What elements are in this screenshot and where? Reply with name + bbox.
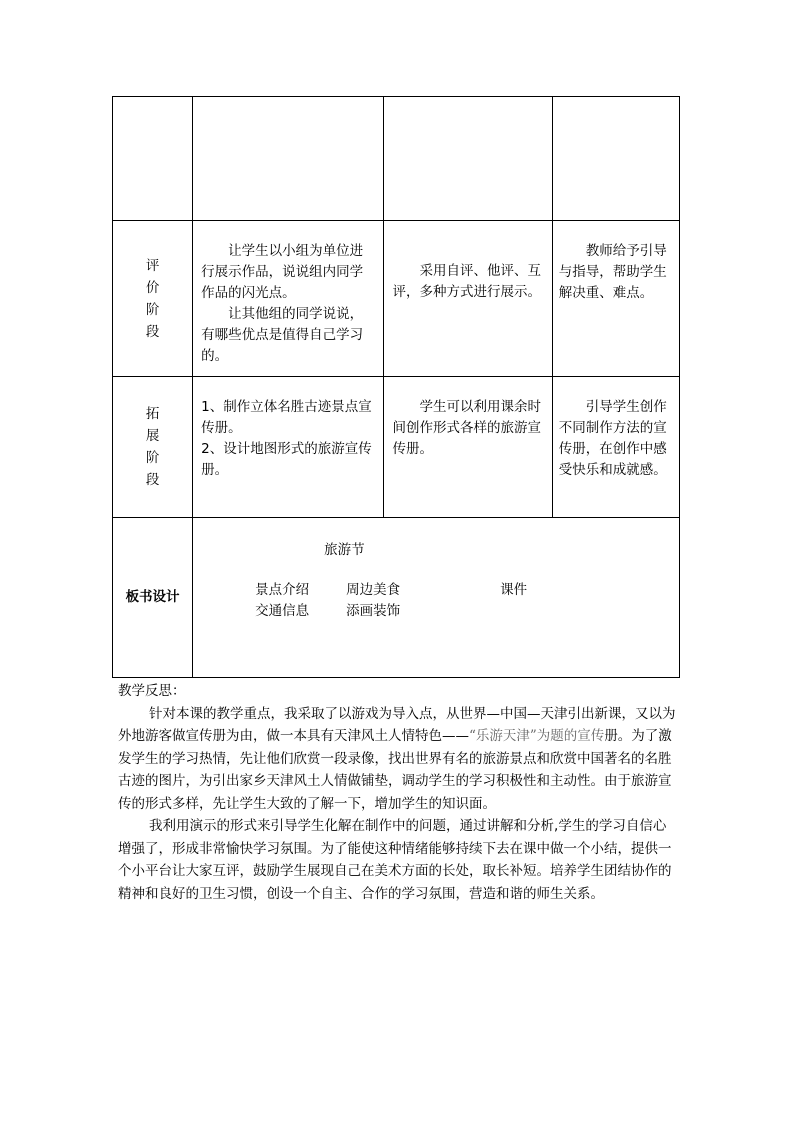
- stage-label-extension: 拓 展 阶 段: [113, 377, 193, 517]
- student-activity-cell: [384, 377, 552, 517]
- board-item: 周边美食: [346, 581, 401, 598]
- quoted-title: “乐游天津”为题的宣传: [469, 728, 605, 744]
- table-cell: [552, 97, 679, 221]
- teacher-text: 教师给予引导与指导，帮助学生解决重、难点。: [558, 243, 667, 302]
- teaching-content-cell: [193, 221, 384, 377]
- reflection-paragraph: 针对本课的教学重点，我采取了以游戏为导入点，从世界—中国—天津引出新课，又以为外地游客做宣传册为由，做一本具有天津风土人情特色——“乐游天津”为题的宣传册。为了激发学生的学习热情，先让他们欣赏一段录像，找出世界有名的旅游景点和欣赏中国著名的名胜古迹的图片，为引出家乡天津风土人情做铺垫，调动学生的学习积极性和主动性。由于旅游宣传的形式多样，先让学生大致的了解一下，增加学生的知识面。: [118, 705, 676, 812]
- student-activity-cell: [384, 221, 552, 377]
- board-design-label: 板书设计: [113, 517, 193, 677]
- lesson-plan-table: [112, 96, 680, 678]
- table-row: [113, 97, 680, 221]
- table-cell: [193, 97, 384, 221]
- table-row: [113, 221, 680, 377]
- reflection-paragraph: 我利用演示的形式来引导学生化解在制作中的问题，通过讲解和分析,学生的学习自信心增强了，形成非常愉快学习氛围。为了能使这种情绪能够持续下去在课中做一个小结，提供一个小平台让大家互评，鼓励学生展现自己在美术方面的长处，取长补短。培养学生团结协作的精神和良好的卫生习惯，创设一个自主、合作的学习氛围，营造和谐的师生关系。: [118, 818, 672, 902]
- board-item: 景点介绍: [255, 581, 310, 598]
- teaching-reflection: [118, 680, 678, 905]
- teacher-activity-cell: [552, 377, 679, 517]
- student-text: 采用自评、他评、互评，多种方式进行展示。: [392, 263, 541, 301]
- table-cell: [113, 97, 193, 221]
- board-design-content: [193, 517, 680, 677]
- content-text: 让其他组的同学说说，有哪些优点是值得自己学习的。: [201, 306, 364, 365]
- teaching-content-cell: [193, 377, 384, 517]
- teacher-text: 引导学生创作不同制作方法的宣传册，在创作中感受快乐和成就感。: [558, 399, 667, 479]
- stage-label-evaluation: 评 价 阶 段: [113, 221, 193, 377]
- content-text: 1、制作立体名胜古迹景点宣传册。: [201, 399, 372, 437]
- board-item: 交通信息: [255, 602, 310, 619]
- teacher-activity-cell: [552, 221, 679, 377]
- board-item: 添画装饰: [346, 602, 401, 619]
- content-text: 2、设计地图形式的旅游宣传册。: [201, 441, 372, 479]
- content-text: 让学生以小组为单位进行展示作品，说说组内同学作品的闪光点。: [201, 243, 364, 302]
- table-row: [113, 517, 680, 677]
- board-title: 旅游节: [324, 541, 365, 558]
- board-item: 课件: [500, 581, 528, 598]
- table-cell: [384, 97, 552, 221]
- reflection-heading: 教学反思：: [118, 683, 186, 699]
- student-text: 学生可以利用课余时间创作形式各样的旅游宣传册。: [392, 399, 541, 458]
- table-row: [113, 377, 680, 517]
